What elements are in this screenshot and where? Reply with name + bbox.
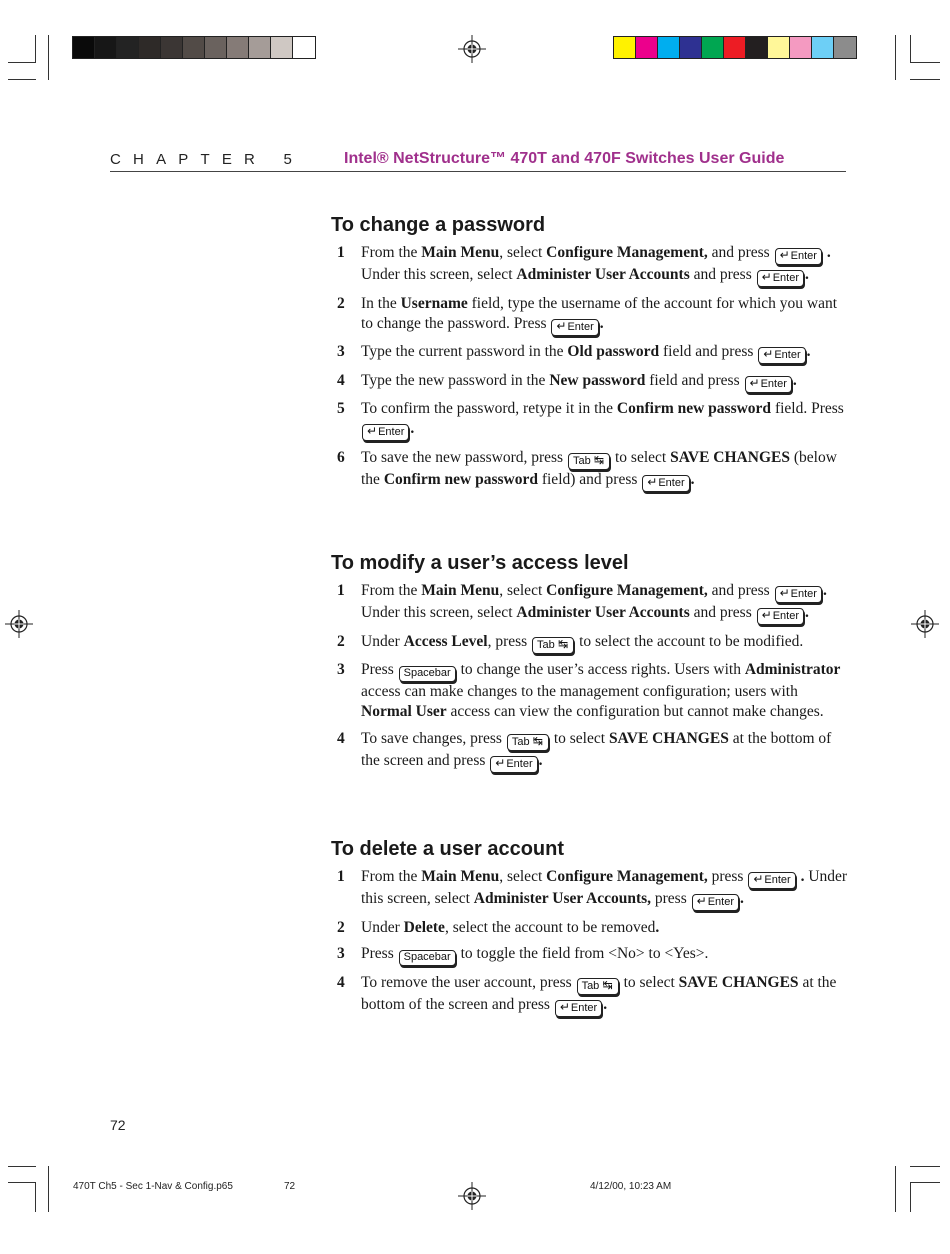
- step-text: Type the current password in the: [361, 343, 568, 360]
- return-arrow-icon: ↵: [367, 424, 378, 438]
- bold-term: .: [822, 582, 827, 599]
- step-item: [331, 399, 851, 441]
- bold-term: Main Menu: [421, 868, 500, 885]
- bold-term: Confirm new password: [616, 400, 772, 417]
- color-swatch: [768, 37, 790, 58]
- step-text: , press: [487, 632, 532, 650]
- bold-term: Normal User: [361, 703, 447, 720]
- key-label: Enter: [567, 320, 594, 333]
- step-item: [331, 918, 851, 938]
- return-arrow-icon: ↵: [763, 347, 774, 361]
- tab-key-icon: [532, 637, 574, 654]
- key-label: Enter: [760, 377, 787, 390]
- color-swatch: [658, 37, 680, 58]
- step-text: From the: [361, 244, 422, 261]
- grayscale-calibration-bar: [72, 36, 316, 59]
- color-swatch: [117, 37, 139, 58]
- key-label: Spacebar: [403, 951, 451, 963]
- step-text: Under this screen, select: [361, 868, 848, 907]
- enter-key-icon: [775, 248, 822, 265]
- bold-term: Configure Management,: [546, 868, 708, 885]
- footer-file-name: 470T Ch5 - Sec 1-Nav & Config.p65: [73, 1181, 233, 1192]
- step-text: From the: [361, 868, 422, 885]
- step-text: To save changes, press: [361, 729, 506, 747]
- return-arrow-icon: ↵: [779, 248, 790, 262]
- step-text: Under: [361, 632, 404, 650]
- key-label: Enter: [378, 426, 405, 438]
- guide-title: Intel® NetStructure™ 470T and 470F Switches User Guide: [344, 150, 785, 167]
- step-item: [331, 371, 851, 393]
- key-label: Enter: [707, 896, 734, 908]
- bold-term: .: [804, 266, 809, 283]
- section-title: To modify a user’s access level: [331, 552, 629, 574]
- bold-term: New password: [549, 371, 646, 389]
- bold-term: .: [804, 604, 809, 621]
- step-number: 6: [337, 448, 345, 466]
- bold-term: Access Level: [403, 632, 488, 650]
- color-swatch: [249, 37, 271, 58]
- step-text: to select: [611, 448, 671, 466]
- bold-term: .: [739, 890, 744, 907]
- step-text: (below the: [361, 448, 837, 488]
- enter-key-icon: [555, 1000, 602, 1017]
- step-text: at the bottom of the screen and press: [361, 729, 832, 769]
- step-item: [331, 632, 851, 654]
- return-arrow-icon: ↵: [556, 318, 567, 333]
- bold-term: .: [410, 420, 415, 437]
- step-text: and press: [689, 266, 756, 283]
- enter-key-icon: [692, 894, 739, 911]
- registration-mark-icon: [458, 1182, 486, 1210]
- step-text: to select: [619, 973, 679, 991]
- tab-arrows-icon: ↹: [529, 733, 543, 748]
- step-text: Press: [361, 661, 398, 678]
- key-label: Tab: [537, 638, 555, 651]
- step-text: to toggle the field from <No> to <Yes>.: [456, 945, 709, 962]
- page-number: 72: [110, 1117, 126, 1133]
- step-text: , select the account to be removed: [444, 918, 656, 936]
- step-number: 2: [337, 632, 345, 650]
- tab-key-icon: [568, 453, 610, 470]
- step-text: To confirm the password, retype it in the: [361, 400, 617, 417]
- step-text: field and press: [659, 343, 758, 360]
- color-swatch: [271, 37, 293, 58]
- return-arrow-icon: ↵: [559, 999, 570, 1014]
- step-text: field) and press: [537, 470, 642, 488]
- step-text: , select: [499, 582, 547, 599]
- key-label: Enter: [764, 874, 791, 886]
- step-number: 2: [337, 294, 345, 312]
- bold-term: .: [792, 371, 797, 389]
- bold-term: Configure Management,: [546, 582, 708, 599]
- color-calibration-bar: [613, 36, 857, 59]
- section-delete-user-account: [331, 837, 851, 1023]
- color-swatch: [702, 37, 724, 58]
- step-text: press: [651, 890, 691, 907]
- bold-term: SAVE CHANGES: [678, 973, 799, 991]
- bold-term: .: [538, 751, 543, 769]
- color-swatch: [205, 37, 227, 58]
- step-text: press: [707, 868, 748, 885]
- return-arrow-icon: ↵: [647, 474, 658, 489]
- step-number: 1: [337, 244, 345, 261]
- step-text: To save the new password, press: [361, 448, 567, 466]
- step-item: [331, 944, 851, 966]
- step-number: 4: [337, 371, 345, 389]
- key-label: Enter: [772, 272, 799, 284]
- enter-key-icon: [757, 270, 804, 287]
- bold-term: .: [599, 314, 604, 332]
- step-number: 2: [337, 918, 345, 936]
- section-title: To delete a user account: [331, 838, 565, 860]
- color-swatch: [812, 37, 834, 58]
- key-label: Enter: [772, 610, 799, 622]
- color-swatch: [790, 37, 812, 58]
- step-item: [331, 581, 851, 625]
- return-arrow-icon: ↵: [761, 608, 772, 622]
- return-arrow-icon: ↵: [761, 270, 772, 284]
- enter-key-icon: [757, 608, 804, 625]
- tab-arrows-icon: ↹: [599, 977, 613, 992]
- bold-term: Main Menu: [421, 582, 500, 599]
- registration-mark-icon: [458, 35, 486, 63]
- step-text: access can view the configuration but cannot make changes.: [446, 703, 824, 720]
- step-text: field. Press: [771, 400, 844, 417]
- step-number: 3: [337, 343, 345, 360]
- key-label: Tab: [572, 454, 591, 467]
- footer-timestamp: 4/12/00, 10:23 AM: [590, 1181, 672, 1192]
- color-swatch: [834, 37, 856, 58]
- step-list: [331, 867, 851, 1017]
- step-number: 5: [337, 400, 345, 417]
- color-swatch: [183, 37, 205, 58]
- step-text: Under this screen, select: [361, 604, 517, 621]
- step-text: , select: [499, 868, 547, 885]
- enter-key-icon: [642, 475, 689, 492]
- color-swatch: [139, 37, 161, 58]
- bold-term: SAVE CHANGES: [670, 448, 790, 466]
- step-number: 4: [337, 729, 345, 747]
- step-text: field and press: [645, 371, 744, 389]
- return-arrow-icon: ↵: [749, 375, 760, 390]
- step-number: 4: [337, 973, 345, 991]
- bold-term: .: [822, 244, 831, 261]
- bold-term: Delete: [403, 918, 445, 936]
- step-item: [331, 729, 851, 773]
- footer-page: 72: [284, 1181, 296, 1192]
- step-list: [331, 581, 851, 773]
- tab-key-icon: [577, 978, 619, 995]
- step-item: [331, 973, 851, 1017]
- enter-key-icon: [362, 424, 409, 441]
- key-label: Enter: [790, 588, 817, 600]
- chapter-label: CHAPTER 5: [110, 151, 304, 168]
- return-arrow-icon: ↵: [495, 755, 506, 770]
- step-item: [331, 867, 851, 911]
- registration-mark-icon: [911, 610, 939, 638]
- section-modify-access-level: [331, 551, 851, 779]
- enter-key-icon: [758, 347, 805, 364]
- step-item: [331, 294, 851, 336]
- enter-key-icon: [748, 872, 795, 889]
- key-label: Enter: [570, 1001, 598, 1014]
- return-arrow-icon: ↵: [753, 872, 764, 886]
- return-arrow-icon: ↵: [696, 894, 707, 908]
- step-text: at the bottom of the screen and press: [361, 973, 837, 1013]
- step-text: field, type the username of the account for which you want to change the password. Press: [361, 294, 838, 332]
- return-arrow-icon: ↵: [779, 586, 790, 600]
- bold-term: Administer User Accounts: [516, 604, 690, 621]
- bold-term: Username: [400, 294, 468, 312]
- key-label: Spacebar: [403, 667, 451, 679]
- step-text: Press: [361, 945, 398, 962]
- bold-term: .: [603, 995, 608, 1013]
- step-text: In the: [361, 294, 401, 312]
- step-text: Under: [361, 918, 404, 936]
- bold-term: Old password: [567, 343, 660, 360]
- spacebar-key-icon: [399, 950, 456, 966]
- registration-mark-icon: [5, 610, 33, 638]
- bold-term: Administer User Accounts,: [473, 890, 652, 907]
- color-swatch: [724, 37, 746, 58]
- tab-key-icon: [507, 734, 549, 751]
- color-swatch: [680, 37, 702, 58]
- step-list: [331, 243, 851, 492]
- step-item: [331, 448, 851, 492]
- key-label: Tab: [581, 979, 600, 992]
- section-change-password: [331, 213, 851, 498]
- color-swatch: [161, 37, 183, 58]
- step-text: access can make changes to the management configuration; users with: [361, 683, 798, 700]
- key-label: Enter: [506, 757, 533, 770]
- bold-term: Main Menu: [421, 244, 500, 261]
- bold-term: Confirm new password: [383, 470, 538, 488]
- bold-term: SAVE CHANGES: [608, 729, 729, 747]
- step-text: From the: [361, 582, 422, 599]
- step-item: [331, 660, 851, 722]
- color-swatch: [614, 37, 636, 58]
- color-swatch: [73, 37, 95, 58]
- step-text: to select: [549, 729, 609, 747]
- bold-term: .: [655, 918, 660, 936]
- key-label: Enter: [790, 250, 817, 262]
- enter-key-icon: [490, 756, 537, 773]
- enter-key-icon: [551, 319, 598, 336]
- color-swatch: [293, 37, 315, 58]
- key-label: Enter: [774, 349, 801, 361]
- spacebar-key-icon: [399, 666, 456, 682]
- section-title: To change a password: [331, 214, 546, 236]
- step-text: To remove the user account, press: [361, 973, 576, 991]
- header-rule: [110, 171, 846, 172]
- step-number: 3: [337, 661, 345, 678]
- bold-term: .: [690, 470, 695, 488]
- color-swatch: [746, 37, 768, 58]
- step-text: to select the account to be modified.: [575, 632, 804, 650]
- bold-term: Administer User Accounts: [516, 266, 690, 283]
- step-item: [331, 243, 851, 287]
- enter-key-icon: [775, 586, 822, 603]
- tab-arrows-icon: ↹: [590, 452, 605, 467]
- step-number: 1: [337, 582, 345, 599]
- tab-arrows-icon: ↹: [554, 636, 569, 651]
- key-label: Tab: [511, 735, 530, 748]
- color-swatch: [95, 37, 117, 58]
- step-text: and press: [707, 244, 774, 261]
- key-label: Enter: [658, 476, 685, 489]
- step-number: 3: [337, 945, 345, 962]
- step-text: and press: [689, 604, 756, 621]
- step-text: , select: [499, 244, 547, 261]
- step-text: and press: [707, 582, 774, 599]
- color-swatch: [227, 37, 249, 58]
- color-swatch: [636, 37, 658, 58]
- bold-term: .: [806, 343, 811, 360]
- step-number: 1: [337, 868, 345, 885]
- step-item: [331, 342, 851, 364]
- step-text: to change the user’s access rights. Users with: [456, 661, 745, 678]
- bold-term: Administrator: [744, 661, 841, 678]
- enter-key-icon: [745, 376, 792, 393]
- bold-term: .: [796, 868, 805, 885]
- step-text: Type the new password in the: [361, 371, 550, 389]
- step-text: Under this screen, select: [361, 266, 517, 283]
- bold-term: Configure Management,: [546, 244, 708, 261]
